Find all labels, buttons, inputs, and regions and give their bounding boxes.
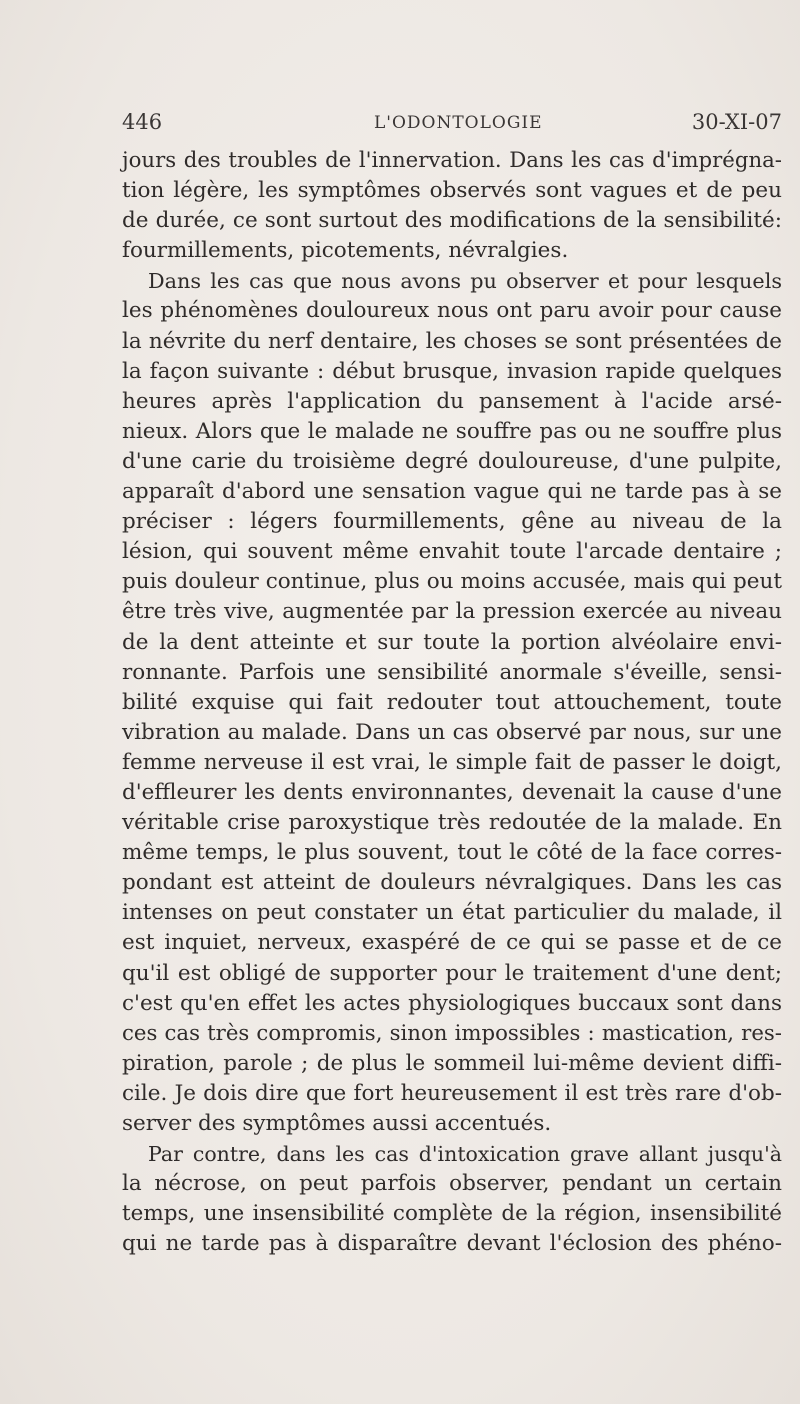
page-body	[122, 146, 782, 1259]
text-line: la nécrose, on peut parfois observer, pendant un certain	[122, 1171, 782, 1197]
text-line: puis douleur continue, plus ou moins accusée, mais qui peut	[122, 569, 782, 595]
text-line: temps, une insensibilité complète de la région, insensibilité	[122, 1201, 782, 1227]
text-line: server des symptômes aussi accentués.	[122, 1111, 552, 1136]
text-line: les phénomènes douloureux nous ont paru avoir pour cause	[122, 298, 782, 324]
text-line: la névrite du nerf dentaire, les choses se sont présentées de	[122, 328, 782, 354]
text-line: Dans les cas que nous avons pu observer et pour lesquels	[148, 269, 782, 294]
page-number: 446	[122, 110, 163, 134]
text-line: Par contre, dans les cas d'intoxication grave allant jusqu'à	[148, 1142, 782, 1167]
text-line: lésion, qui souvent même envahit toute l'arcade dentaire ;	[122, 539, 782, 565]
text-line: bilité exquise qui fait redouter tout attouchement, toute	[122, 689, 782, 715]
text-line: qu'il est obligé de supporter pour le traitement d'une dent;	[122, 960, 782, 986]
text-line: de durée, ce sont surtout des modifications de la sensibilité:	[122, 208, 782, 234]
text-line: c'est qu'en effet les actes physiologiques buccaux sont dans	[122, 990, 782, 1016]
paragraph-3	[122, 1139, 782, 1259]
text-line: apparaît d'abord une sensation vague qui ne tarde pas à se	[122, 479, 782, 505]
text-line: heures après l'application du pansement à l'acide arsé-	[122, 388, 782, 414]
text-line: ronnante. Parfois une sensibilité anormale s'éveille, sensi-	[122, 659, 782, 685]
text-line: nieux. Alors que le malade ne souffre pas ou ne souffre plus	[122, 418, 782, 444]
text-line: femme nerveuse il est vrai, le simple fait de passer le doigt,	[122, 749, 782, 775]
text-line: qui ne tarde pas à disparaître devant l'éclosion des phéno-	[122, 1231, 782, 1257]
text-line: vibration au malade. Dans un cas observé par nous, sur une	[122, 719, 782, 745]
text-line: ces cas très compromis, sinon impossibles : mastication, res-	[122, 1020, 782, 1046]
text-line: est inquiet, nerveux, exaspéré de ce qui se passe et de ce	[122, 930, 782, 956]
text-line: piration, parole ; de plus le sommeil lui-même devient diffi-	[122, 1050, 782, 1076]
text-line: d'une carie du troisième degré douloureuse, d'une pulpite,	[122, 448, 782, 474]
text-line: préciser : légers fourmillements, gêne au niveau de la	[122, 509, 782, 535]
text-line: jours des troubles de l'innervation. Dans les cas d'imprégna-	[122, 148, 782, 173]
text-line: de la dent atteinte et sur toute la portion alvéolaire envi-	[122, 629, 782, 655]
text-line: la façon suivante : début brusque, invasion rapide quelques	[122, 358, 782, 384]
issue-date: 30-XI-07	[691, 110, 782, 134]
text-line: fourmillements, picotements, névralgies.	[122, 238, 569, 264]
text-line: tion légère, les symptômes observés sont vagues et de peu	[122, 178, 782, 204]
text-line: d'effleurer les dents environnantes, devenait la cause d'une	[122, 779, 782, 805]
paragraph-2	[122, 266, 782, 1139]
text-line: intenses on peut constater un état particulier du malade, il	[122, 900, 782, 926]
text-line: véritable crise paroxystique très redoutée de la malade. En	[122, 810, 782, 836]
page-header	[122, 110, 782, 140]
paragraph-1	[122, 146, 782, 266]
text-line: cile. Je dois dire que fort heureusement il est très rare d'ob-	[122, 1080, 782, 1106]
running-title: L'ODONTOLOGIE	[374, 113, 543, 133]
text-line: pondant est atteint de douleurs névralgiques. Dans les cas	[122, 870, 782, 896]
text-line: être très vive, augmentée par la pression exercée au niveau	[122, 599, 782, 625]
text-line: même temps, le plus souvent, tout le côté de la face corres-	[122, 840, 782, 866]
